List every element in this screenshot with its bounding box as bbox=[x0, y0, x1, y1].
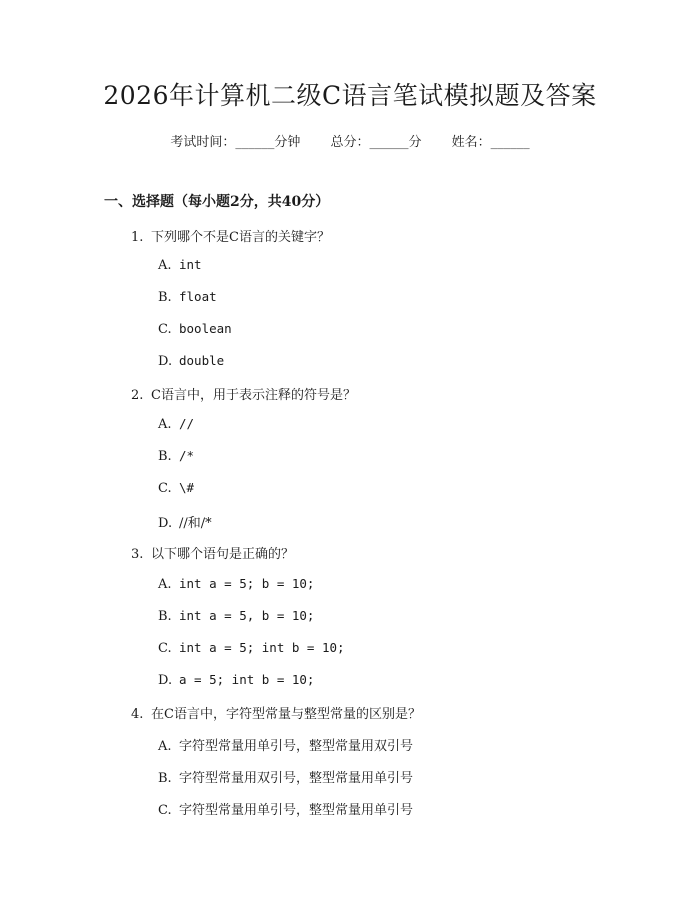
question-number: 3. bbox=[131, 547, 144, 562]
option-text: 字符型常量用双引号，整型常量用单引号 bbox=[179, 771, 414, 786]
option-1b bbox=[158, 289, 217, 305]
option-letter: D. bbox=[158, 673, 173, 688]
option-letter: A. bbox=[158, 739, 172, 754]
question-3 bbox=[131, 543, 294, 562]
option-letter: C. bbox=[158, 803, 172, 818]
option-letter: D. bbox=[158, 354, 173, 369]
option-letter: B. bbox=[158, 290, 172, 305]
option-text: double bbox=[179, 353, 225, 368]
option-text: //和/* bbox=[179, 516, 212, 531]
option-text: int a = 5; int b = 10; bbox=[179, 640, 345, 655]
option-letter: A. bbox=[158, 577, 172, 592]
question-text: C语言中，用于表示注释的符号是？ bbox=[151, 388, 356, 403]
option-4c bbox=[158, 799, 413, 818]
option-text: \# bbox=[179, 480, 195, 495]
option-3c bbox=[158, 640, 345, 656]
question-number: 2. bbox=[131, 388, 144, 403]
option-text: // bbox=[179, 416, 195, 431]
section-heading: 一、选择题（每小题2分，共40分） bbox=[104, 194, 330, 210]
option-letter: B. bbox=[158, 771, 172, 786]
question-2 bbox=[131, 384, 356, 403]
question-text: 在C语言中，字符型常量与整型常量的区别是？ bbox=[151, 707, 421, 722]
option-1a bbox=[158, 257, 202, 273]
option-text: 字符型常量用单引号，整型常量用单引号 bbox=[179, 803, 414, 818]
option-3b bbox=[158, 608, 314, 624]
option-1c bbox=[158, 321, 232, 337]
option-2c bbox=[158, 480, 194, 496]
option-2b bbox=[158, 448, 194, 464]
exam-meta bbox=[0, 131, 700, 150]
option-text: a = 5; int b = 10; bbox=[179, 672, 315, 687]
option-3a bbox=[158, 576, 314, 592]
option-1d bbox=[158, 353, 224, 369]
option-text: float bbox=[179, 289, 217, 304]
name-field: 姓名：______ bbox=[451, 135, 530, 150]
option-text: boolean bbox=[179, 321, 232, 336]
option-4a bbox=[158, 735, 413, 754]
option-3d bbox=[158, 672, 314, 688]
question-4 bbox=[131, 703, 421, 722]
page-title: 2026年计算机二级C语言笔试模拟题及答案 bbox=[103, 81, 597, 110]
option-letter: C. bbox=[158, 641, 172, 656]
option-letter: C. bbox=[158, 322, 172, 337]
option-2d bbox=[158, 512, 212, 531]
question-1 bbox=[131, 226, 330, 245]
option-letter: C. bbox=[158, 481, 172, 496]
option-letter: A. bbox=[158, 258, 172, 273]
question-text: 下列哪个不是C语言的关键字？ bbox=[151, 230, 330, 245]
exam-time-field: 考试时间：______分钟 bbox=[170, 135, 301, 150]
question-number: 4. bbox=[131, 707, 144, 722]
option-4b bbox=[158, 767, 413, 786]
option-text: /* bbox=[179, 448, 195, 463]
total-score-field: 总分：______分 bbox=[330, 135, 422, 150]
option-letter: A. bbox=[158, 417, 172, 432]
option-letter: B. bbox=[158, 449, 172, 464]
option-text: int a = 5, b = 10; bbox=[179, 608, 315, 623]
option-text: int bbox=[179, 257, 202, 272]
option-2a bbox=[158, 416, 194, 432]
option-text: int a = 5; b = 10; bbox=[179, 576, 315, 591]
option-letter: D. bbox=[158, 516, 173, 531]
option-text: 字符型常量用单引号，整型常量用双引号 bbox=[179, 739, 414, 754]
question-text: 以下哪个语句是正确的？ bbox=[151, 547, 295, 562]
option-letter: B. bbox=[158, 609, 172, 624]
question-number: 1. bbox=[131, 230, 144, 245]
